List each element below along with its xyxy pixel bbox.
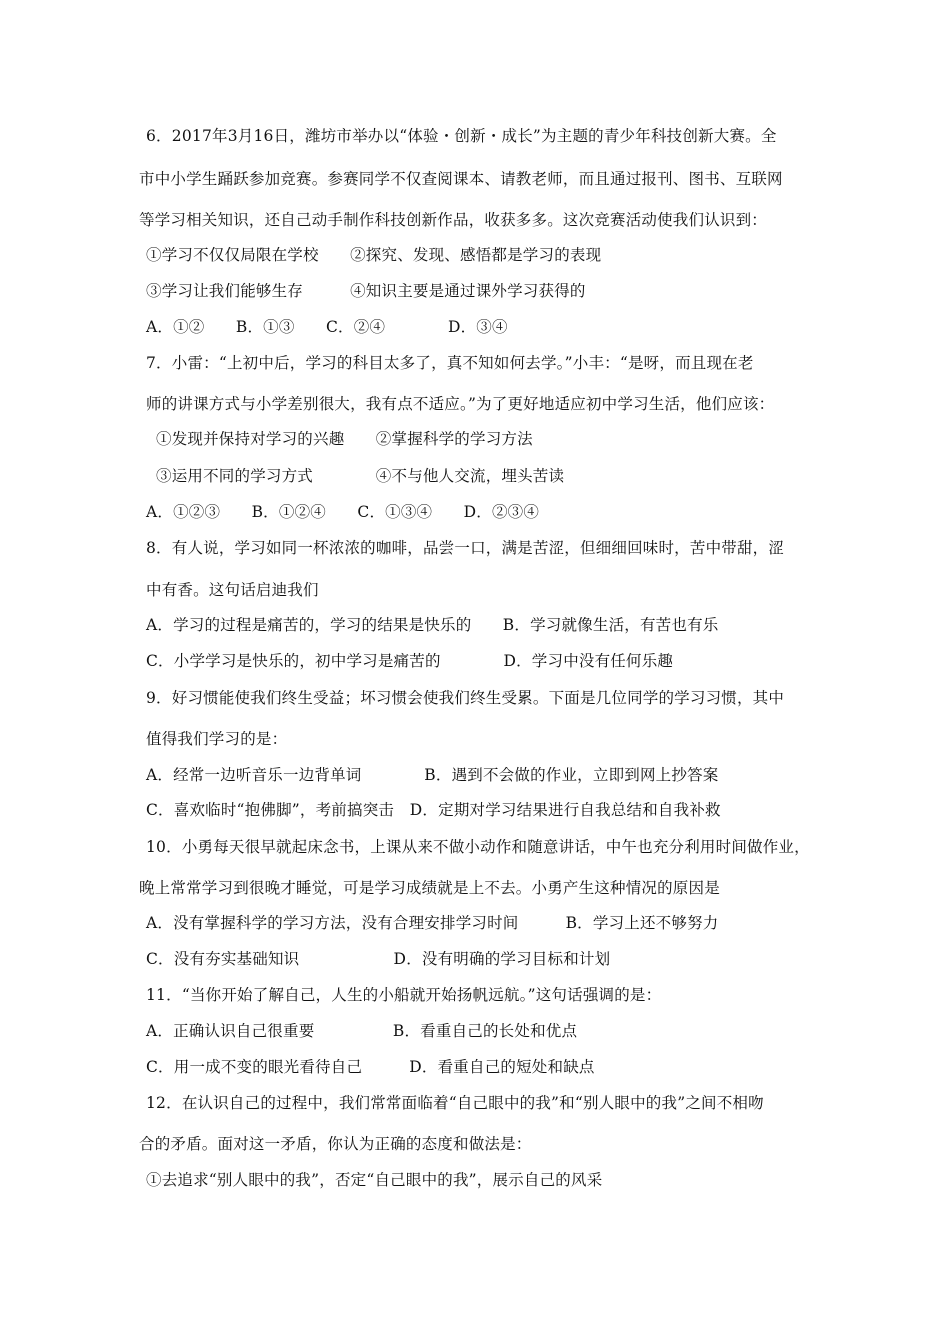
question-12-line-2: 合的矛盾。面对这一矛盾，你认为正确的态度和做法是： xyxy=(139,1135,532,1153)
question-7-options: A．①②③ B．①②④ C．①③④ D．②③④ xyxy=(146,503,540,521)
question-6-line-2: 市中小学生踊跃参加竞赛。参赛同学不仅查阅课本、请教老师，而且通过报刊、图书、互联网 xyxy=(139,170,783,188)
question-8-line-1: 8．有人说，学习如同一杯浓浓的咖啡，品尝一口，满是苦涩，但细细回味时，苦中带甜，涩 xyxy=(146,539,785,557)
question-7-line-1: 7．小雷：“上初中后，学习的科目太多了，真不知如何去学。”小丰：“是呀，而且现在老 xyxy=(146,354,754,372)
question-10-line-1: 10．小勇每天很早就起床念书，上课从来不做小动作和随意讲话，中午也充分利用时间做作业， xyxy=(146,838,810,856)
question-9-options-ab: A．经常一边听音乐一边背单词 B．遇到不会做的作业，立即到网上抄答案 xyxy=(146,766,719,784)
question-12-item-1: ①去追求“别人眼中的我”，否定“自己眼中的我”，展示自己的风采 xyxy=(146,1171,603,1189)
question-9-line-1: 9．好习惯能使我们终生受益；坏习惯会使我们终生受累。下面是几位同学的学习习惯，其中 xyxy=(146,689,785,707)
question-11-options-ab: A．正确认识自己很重要 B．看重自己的长处和优点 xyxy=(146,1022,578,1040)
question-7-item-12: ①发现并保持对学习的兴趣 ②掌握科学的学习方法 xyxy=(156,430,533,448)
question-6-options: A．①② B．①③ C．②④ D．③④ xyxy=(146,318,508,336)
question-6-item-12: ①学习不仅仅局限在学校 ②探究、发现、感悟都是学习的表现 xyxy=(146,246,602,264)
question-11-line-1: 11．“当你开始了解自己，人生的小船就开始扬帆远航。”这句话强调的是： xyxy=(146,986,662,1004)
question-10-options-ab: A．没有掌握科学的学习方法，没有合理安排学习时间 B．学习上还不够努力 xyxy=(146,914,719,932)
question-6-line-1: 6．2017年3月16日，潍坊市举办以“体验・创新・成长”为主题的青少年科技创新大赛。全 xyxy=(146,127,777,145)
question-10-options-cd: C．没有夯实基础知识 D．没有明确的学习目标和计划 xyxy=(146,950,611,968)
question-8-options-cd: C．小学学习是快乐的，初中学习是痛苦的 D．学习中没有任何乐趣 xyxy=(146,652,674,670)
question-9-line-2: 值得我们学习的是： xyxy=(146,730,288,748)
question-10-line-2: 晚上常常学习到很晚才睡觉，可是学习成绩就是上不去。小勇产生这种情况的原因是 xyxy=(139,879,720,897)
question-7-line-2: 师的讲课方式与小学差别很大，我有点不适应。”为了更好地适应初中学习生活，他们应该： xyxy=(146,395,775,413)
question-12-line-1: 12．在认识自己的过程中，我们常常面临着“自己眼中的我”和“别人眼中的我”之间不相吻 xyxy=(146,1094,764,1112)
question-6-item-34: ③学习让我们能够生存 ④知识主要是通过课外学习获得的 xyxy=(146,282,586,300)
question-8-line-2: 中有香。这句话启迪我们 xyxy=(146,581,319,599)
question-7-item-34: ③运用不同的学习方式 ④不与他人交流，埋头苦读 xyxy=(156,467,565,485)
question-11-options-cd: C．用一成不变的眼光看待自己 D．看重自己的短处和缺点 xyxy=(146,1058,595,1076)
question-9-options-cd: C．喜欢临时“抱佛脚”，考前搞突击 D．定期对学习结果进行自我总结和自我补救 xyxy=(146,801,721,819)
question-8-options-ab: A．学习的过程是痛苦的，学习的结果是快乐的 B．学习就像生活，有苦也有乐 xyxy=(146,616,719,634)
question-6-line-3: 等学习相关知识，还自己动手制作科技创新作品，收获多多。这次竞赛活动使我们认识到： xyxy=(139,211,768,229)
